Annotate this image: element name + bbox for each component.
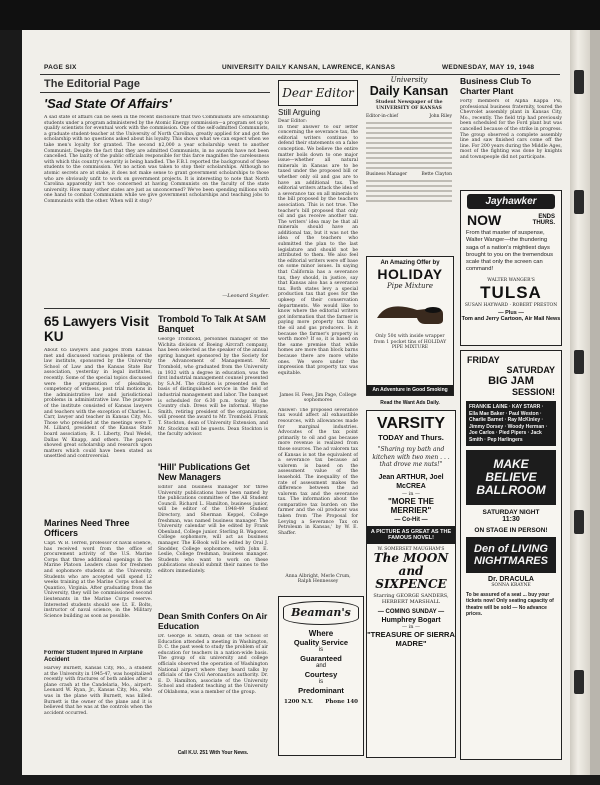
granada-saturday-night: SATURDAY NIGHT: [482, 509, 540, 516]
trombold-body: George Trombold, personnel manager of the Wichita division of Boeing Aircraft company, has been selected as the speaker of the annual spring banquet sponsored by the Society for the Advancement of Management. Mr. Trombold, who graduated from the University in 1932 with a degree in education, was the first industrial management counsel presented by S.A.M. The citation is presented on the basis of distinguished service in the field of industrial management and labor. The banquet is scheduled for 6:30 p.m. today at the Country club. Dress will be informal. Wayne Smith, retiring president of the organization, will present the award to Mr. Trombold. Frank T. Stockton, dean of University Extension, and Mr. Stockton will be guests. Dean Stockton is the faculty advisor.: [158, 337, 268, 438]
jayhawker-run: [461, 212, 561, 228]
trombold-headline: Trombold To Talk At SAM Banquet: [158, 314, 266, 334]
varsity-film3: "TREASURE OF SIERRA MADRE": [367, 629, 455, 648]
marines-article: [44, 518, 152, 648]
staff-business-name: Bette Clayton: [421, 172, 452, 178]
granada-session: SESSION!: [511, 387, 555, 397]
jayhawker-theatre-ad: [460, 190, 562, 346]
want-ads-line: Read the Want Ads Daily.: [380, 400, 440, 406]
holiday-pipe-ad: [366, 256, 454, 396]
beamans-line-1: Quality Service: [293, 638, 349, 647]
next-page-edge: [590, 30, 600, 775]
binding-slot: [574, 670, 584, 694]
holiday-footer: An Adventure in Good Smoking: [367, 385, 453, 395]
beamans-address: 1200 N.Y.: [284, 699, 313, 705]
lead-editorial: [44, 96, 269, 306]
news-tip-line: Call K.U. 251 With Your News.: [177, 750, 249, 756]
beamans-ad: [278, 596, 364, 756]
binding-slot: [574, 510, 584, 534]
varsity-film: "MORE THE MERRIER": [387, 496, 434, 515]
beamans-logo: Beaman's: [283, 601, 359, 625]
granada-film: MAKE BELIEVE BALLROOM: [466, 450, 556, 505]
varsity-in: — in —: [402, 490, 420, 497]
varsity-cohit: — Co-Hit —: [394, 516, 428, 523]
holiday-brand: HOLIDAY: [377, 266, 443, 282]
beamans-phone: Phone 140: [325, 699, 358, 705]
varsity-film2-stars: Starring GEORGE SANDERS, HERBERT MARSHALL: [373, 592, 449, 605]
lawyers-headline: 65 Lawyers Visit KU: [44, 314, 149, 344]
granada-big-jam: BIG JAM: [488, 375, 534, 387]
staff-business-label: Business Manager: [366, 172, 408, 178]
holiday-kicker: An Amazing Offer by: [380, 260, 440, 266]
marines-body: Capt. W. B. Terrell, professor of naval science, has received word from the office of procurement activity of the U.S. Marine Corps that three additional openings in the Marine Platoon Leaders class for freshmen and sophomore students at the University. Students who are accepted will spend 12 weeks training at the Marine Corps school at Quantico, Virginia. After graduating from the University, they will be commissioned second lieutenants in the Marine Corps reserve. Interested students should see Lt. E. Bolts, instructor of naval science, in the Military Science building as soon as possible.: [44, 541, 152, 619]
lawyers-article: [44, 314, 152, 514]
staff-listing: [366, 114, 452, 202]
beamans-line-2: is: [318, 647, 324, 653]
dean-smith-headline: Dean Smith Confers On Air Education: [158, 612, 268, 631]
beamans-contact: [279, 695, 363, 705]
jayhawker-ends: ENDS THURS.: [532, 214, 555, 226]
kansan-subtitle: Student Newspaper of the UNIVERSITY OF KANSAS: [375, 100, 443, 111]
editorial-headline: 'Sad State Of Affairs': [44, 96, 172, 111]
staff-business-row: [366, 172, 452, 177]
granada-dracula: Dr. DRACULA: [488, 576, 534, 583]
varsity-in2: — in —: [402, 623, 420, 630]
dear-editor-title-box: [278, 80, 358, 106]
beamans-line-7: Predominant: [298, 686, 344, 695]
jayhawker-plus: — Plus —: [498, 309, 524, 316]
masthead-rule: [40, 74, 560, 75]
former-student-body: Harvey Burnett, Kansas City, Mo., a student at the University in 1945-47, was hospitalized recently with fractures of both ankles after a plane crash at the Candelaria, Mo., airport. Leonard W. Ryan, Jr., Kansas City, Mo., who was in the plane with Burnett, was killed. Burnett is the owner of the plane and it is believed that he was at the controls when the accident occurred.: [44, 666, 152, 716]
varsity-theatre-ad: [366, 410, 456, 758]
editorial-body: A sad state of affairs can be seen in the recent disclosure that two Communists are scholarship students under a program administered by the Atomic Energy commission—a program set up to qualify scientists for eventual work with the commission. One of the self-admitted Communists, a graduate student-teacher at the University of North Carolina, greatly applied for and got the scholarship with no questions asked about his loyalty. This shows what we can expect when we take men's loyalty for granted. The second $2,000 a year scholarship went to another Communist. Despite the fact that they are admitted Communists, in no awards have not been cancelled. The laxity of the public officials responsible for this farce magnifies the carelessness with which this country's security is being handled. The F.B.I. reported the background of these students to the commission. Yet no action was taken to stop their scholarships. Although no atomic secrets are at stake, it does not make sense to grant government scholarships to those who are obviously unfit to work on government projects. It is interesting to note that North Carolina apparently isn't too concerned at having Communists on the faculty of the state university. How many other states are just as unconcerned? We've been spending millions with one hand to combat Communism while we give government scholarships and teaching jobs to Communists with the other. When will it stop?: [44, 115, 269, 204]
beamans-line-3: Guaranteed: [300, 654, 342, 663]
dean-smith-article: [158, 612, 268, 762]
business-club-body: Forty members of Alpha Kappa Psi, professional business fraternity, toured the Chevrolet assembly plant in Kansas City, Mo., recently. The field trip had previously been scheduled for the Ford plant but was cancelled because of the strike in progress. The group observed a complete assembly line and saw finished cars come off the line. For 200 years during the Middle Ages, most of the fighting was done by knights and townspeople did not participate.: [460, 99, 562, 160]
marines-headline: Marines Need Three Officers: [44, 518, 130, 538]
answer-body: Answer: The proposed severance tax would affect all exhaustible resources, with allowances made for marginal industries. Advocates of the tax point primarily to oil and gas because more revenue is realized from those sources. The ad valorem tax of Kansas is not the equivalent of a severance tax because ad valorem is based on the assessment value of the leasehold. The inequality of the rate of assessment makes the difference between the ad valorem tax and the severance tax. The information about the comparative tax burden on the farmer and the oil producer was taken from 'The Proposal for Levying a Severance Tax on Petroleum in Kansas,' by W. E. Shaffer.: [278, 407, 358, 536]
kansan-nameplate: [366, 76, 452, 252]
letter-signers: James H. Fees, Jim Page, College sophomores: [279, 392, 357, 404]
granada-in-person: ON STAGE IN PERSON!: [474, 527, 548, 534]
jayhawker-blurb: From that master of suspense, Walter Wanger—the thundering saga of a nation's mightiest days brought to you on the tremendous scale that only the screen can command!: [466, 230, 554, 273]
varsity-film2-pre: W. SOMERSET MAUGHAM'S: [377, 546, 445, 552]
business-club-article: [460, 76, 562, 188]
granada-time: 11:30: [502, 516, 520, 523]
jayhawker-film: TULSA: [480, 282, 542, 302]
varsity-banner: A PICTURE AS GREAT AS THE FAMOUS NOVEL!: [367, 526, 455, 544]
granada-saturday: SATURDAY: [506, 365, 555, 375]
hill-publications-body: Editor and business manager for three University publications have been named by the publications committee of the All Student Council. Richard L. Hamilton, business junior, will be editor of the 1948-49 Student Directory, and Sherman Keppel, College freshman, was named business manager. The University calendar will be edited by Frank Obenland, College junior. Sterling B. Wagoner, College sophomore, will act as business manager. The K-Book will be edited by Oral J. Snodder, College sophomore, with John E. Leslie, College freshman, business manager. Students who want to work on these publications should submit their names to the editors immediately.: [158, 485, 268, 574]
section-rule: [40, 92, 270, 93]
beamans-line-4: and: [315, 663, 326, 669]
kansan-title: Daily Kansan: [369, 84, 449, 98]
letter-headline: Still Arguing: [278, 108, 321, 117]
hill-publications-headline: 'Hill' Publications Get New Managers: [158, 462, 250, 482]
letter-salutation: Dear Editor:: [278, 119, 307, 124]
answer-signers: Anna Albright, Merle Crum, Ralph Hennessey: [285, 573, 351, 585]
granada-theatre-ad: [460, 350, 562, 760]
page-number: PAGE SIX: [44, 64, 77, 71]
holiday-sub: Pipe Mixture: [387, 282, 433, 290]
granada-friday: FRIDAY: [467, 355, 500, 365]
staff-editor-label: Editor-in-chief: [366, 114, 399, 120]
hill-publications-article: [158, 462, 268, 610]
kansan-university: University: [390, 76, 428, 84]
jayhawker-title: Jayhawker: [467, 194, 555, 209]
varsity-quote: "Sharing my bath and kitchen with two men . . . that drove me nuts!": [372, 446, 450, 468]
dear-editor-title: Dear Editor: [282, 86, 354, 100]
staff-editor-row: [366, 114, 452, 119]
varsity-coming: — COMING SUNDAY —: [377, 608, 445, 615]
paper-name: UNIVERSITY DAILY KANSAN, LAWRENCE, KANSAS: [222, 64, 396, 71]
binding-spine: [570, 30, 590, 775]
varsity-stars: Jean ARTHUR, Joel McCREA: [378, 473, 444, 490]
dean-smith-body: Dr. George B. Smith, dean of the School of Education attended a meeting in Washington, D. C. the past week to study the problem of air education for teachers in a nation-wide basis. The group of six university and college officials observed the operation of Washington National airport where they heard talks by officials of the Civil Aeronautics authority. Dr. E. D. Hamilton, associate of the University School and student teaching at the University of Oklahoma, was a member of the group.: [158, 634, 268, 695]
jayhawker-now: NOW: [467, 212, 502, 228]
jayhawker-film-pre: WALTER WANGER'S: [487, 277, 535, 283]
lawyers-body: About 65 lawyers and judges from Kansas met and discussed various problems of the law institute, sponsored by the University School of Law and the Kansas State Bar association, yesterday in legal institutes, recently. Some of the special topics discussed were the preparation of pleadings, competency of witness, post trial motions in the administrative law and jurisdictional problems in administrative law. The purpose of the institute consisted of Kansas lawyers and teachers with the exception of Charles L. Carr, lawyer and teacher in Kansas City, Mo. Those who presided at the meetings were T. M. Lillard, president of the Kansas State board association; R. I. Liberty, Paul Wedel, Dallas W. Knapp, and others. The papers showed great scholarship and research upon matters which could have been stated as unsettled and controversial.: [44, 348, 152, 460]
issue-date: WEDNESDAY, MAY 19, 1948: [442, 64, 535, 71]
granada-performers: FRANKIE LAINE · KAY STARR · Ella Mae Baker · Paul Weston · Charlie Barnet · Ray McKinley · Jimmy Dorsey · Woody Herman · Joe Carlos · Pied Pipers · Jack Smith · Pep Harlingers: [466, 401, 556, 446]
beamans-where: Where: [308, 629, 334, 638]
varsity-title: VARSITY: [376, 415, 446, 432]
binding-slot: [574, 350, 584, 374]
binding-slot: [574, 190, 584, 214]
staff-editor-name: John Riley: [429, 114, 452, 120]
column-rule: [44, 308, 270, 309]
pipe-icon: [367, 290, 453, 330]
former-student-article: [44, 650, 152, 758]
business-club-headline: Business Club To Charter Plant: [460, 76, 532, 96]
jayhawker-shorts: Tom and Jerry Cartoon, Air Mail News: [461, 315, 561, 322]
granada-den: Den of LIVING NIGHTMARES: [466, 537, 556, 573]
beamans-line-6: is: [318, 679, 324, 685]
binding-slot: [574, 70, 584, 94]
beamans-line-5: Courtesy: [304, 670, 338, 679]
letter-body: In their answer to our letter concerning the severance tax, the editorial writers continue to defend their statements on a false conception. We believe the entire matter boils down to one major issue—whether all natural minerals in Kansas are to be taxed under the proposed bill or whether only oil and gas are to have an additional tax. The editorial writers attack the idea of a severance tax on all minerals to the bill proposed by the teachers association. This is not true. The teacher's bill proposed that only oil and gas receive another tax. The writers' idea may be that all minerals should have an additional tax, but it was not the idea of the teachers who submitted the plan to the last legislature and should not be attributed to them. We also feel the editorial writers were off base on some minor issues. In saying that California has a severance tax, they should, in justice, say that Kansas also has a severance tax. Both states levy a special production tax that goes for the upkeep of their conservation departments. We would like to know where the editorial writers got information that the farmer is paying more property tax than the oil and gas producers. Is it because the farmer's property is worth more? If so, it is based on the same premise that while homes are more than block barns because there are more white ones. We were under the impression that property tax was equitable.: [278, 124, 358, 376]
holiday-offer: Only 50¢ with inside wrapper from 1 pocket tins of HOLIDAY PIPE MIXTURE: [373, 334, 447, 351]
trombold-article: [158, 314, 268, 462]
scan-background-top: [0, 0, 600, 30]
varsity-showing: TODAY and Thurs.: [378, 433, 444, 442]
editorial-signature: —Leonard Snyder.: [222, 293, 269, 299]
section-title: The Editorial Page: [44, 78, 140, 90]
letter-to-editor: [278, 108, 358, 588]
varsity-bogart: Humphrey Bogart: [381, 616, 441, 624]
former-student-headline: Former Student Injured In Airplane Accident: [44, 650, 143, 663]
granada-footer: To be assured of a seat ... buy your tickets now! Only seating capacity of theatre will be sold — No advance prices.: [466, 592, 554, 617]
jayhawker-stars: SUSAN HAYWARD · ROBERT PRESTON: [464, 302, 558, 308]
granada-dracula-sub: SONNA KRAYNE: [491, 583, 531, 588]
varsity-film2: The MOON and SIXPENCE: [373, 550, 449, 591]
